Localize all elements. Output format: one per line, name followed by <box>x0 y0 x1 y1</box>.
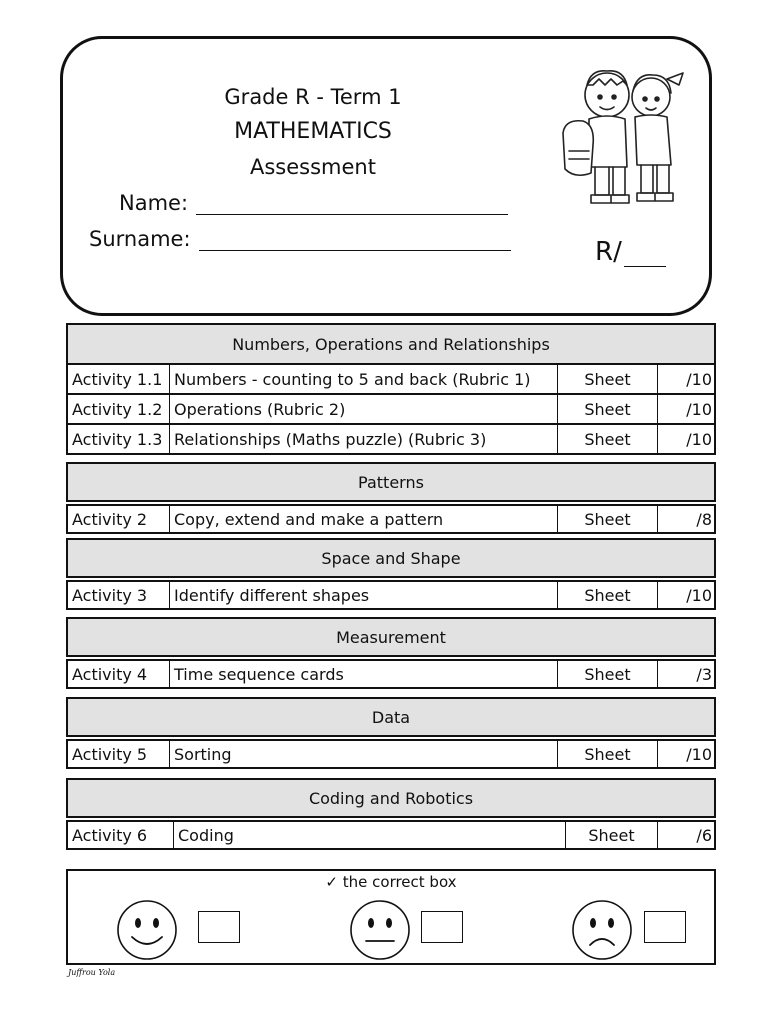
section-coding-robotics <box>66 778 716 850</box>
subject-title: MATHEMATICS <box>234 119 392 144</box>
section-title: Space and Shape <box>66 538 716 578</box>
section-numbers <box>66 323 716 455</box>
activity-description: Identify different shapes <box>170 582 558 608</box>
activity-description: Relationships (Maths puzzle) (Rubric 3) <box>170 425 558 453</box>
section-measurement <box>66 617 716 689</box>
section-space-shape <box>66 538 716 610</box>
activity-score[interactable]: /10 <box>686 585 712 605</box>
sad-face-icon <box>571 899 633 961</box>
name-label: Name: <box>119 191 189 215</box>
table-row <box>66 425 716 455</box>
sad-checkbox[interactable] <box>644 911 686 943</box>
section-title: Data <box>66 697 716 737</box>
grade-term-title: Grade R - Term 1 <box>224 85 402 109</box>
activity-type: Sheet <box>558 741 658 767</box>
section-data <box>66 697 716 769</box>
activity-type: Sheet <box>558 506 658 532</box>
feedback-box <box>66 869 716 965</box>
score-line[interactable] <box>624 240 666 267</box>
activity-label: Activity 1.1 <box>68 365 170 393</box>
neutral-face-icon <box>349 899 411 961</box>
activity-score[interactable]: /3 <box>696 664 712 684</box>
table-row <box>66 659 716 689</box>
section-title: Measurement <box>66 617 716 657</box>
section-patterns <box>66 462 716 534</box>
activity-label: Activity 1.3 <box>68 425 170 453</box>
activity-type: Sheet <box>558 425 658 453</box>
activity-label: Activity 4 <box>68 661 170 687</box>
header-box <box>60 36 712 316</box>
table-row <box>66 580 716 610</box>
score-label: R/ <box>595 237 622 267</box>
activity-description: Copy, extend and make a pattern <box>170 506 558 532</box>
activity-description: Coding <box>174 822 566 848</box>
surname-line[interactable] <box>199 228 511 251</box>
activity-score[interactable]: /10 <box>686 399 712 419</box>
activity-description: Time sequence cards <box>170 661 558 687</box>
happy-face-icon <box>116 899 178 961</box>
activity-score[interactable]: /10 <box>686 369 712 389</box>
activity-description: Sorting <box>170 741 558 767</box>
table-row <box>66 820 716 850</box>
activity-label: Activity 1.2 <box>68 395 170 423</box>
activity-description: Operations (Rubric 2) <box>170 395 558 423</box>
table-row <box>66 504 716 534</box>
activity-type: Sheet <box>566 822 658 848</box>
activity-score[interactable]: /6 <box>696 825 712 845</box>
footer-credit: Juffrou Yola <box>68 968 116 977</box>
total-score-field[interactable] <box>595 237 666 267</box>
activity-label: Activity 3 <box>68 582 170 608</box>
activity-type: Sheet <box>558 395 658 423</box>
table-row <box>66 365 716 395</box>
activity-score[interactable]: /8 <box>696 509 712 529</box>
section-title: Numbers, Operations and Relationships <box>66 323 716 365</box>
children-illustration-icon <box>555 55 695 215</box>
activity-description: Numbers - counting to 5 and back (Rubric 1) <box>170 365 558 393</box>
activity-type: Sheet <box>558 582 658 608</box>
feedback-instruction: ✓ the correct box <box>325 873 457 891</box>
activity-label: Activity 5 <box>68 741 170 767</box>
name-line[interactable] <box>196 192 508 215</box>
surname-label: Surname: <box>89 227 191 251</box>
assessment-title: Assessment <box>250 155 376 179</box>
table-row <box>66 739 716 769</box>
activity-score[interactable]: /10 <box>686 744 712 764</box>
neutral-checkbox[interactable] <box>421 911 463 943</box>
activity-label: Activity 2 <box>68 506 170 532</box>
activity-label: Activity 6 <box>68 822 174 848</box>
activity-type: Sheet <box>558 365 658 393</box>
activity-type: Sheet <box>558 661 658 687</box>
section-title: Patterns <box>66 462 716 502</box>
activity-score[interactable]: /10 <box>686 429 712 449</box>
name-field[interactable] <box>119 191 508 215</box>
section-title: Coding and Robotics <box>66 778 716 818</box>
table-row <box>66 395 716 425</box>
happy-checkbox[interactable] <box>198 911 240 943</box>
surname-field[interactable] <box>89 227 511 251</box>
